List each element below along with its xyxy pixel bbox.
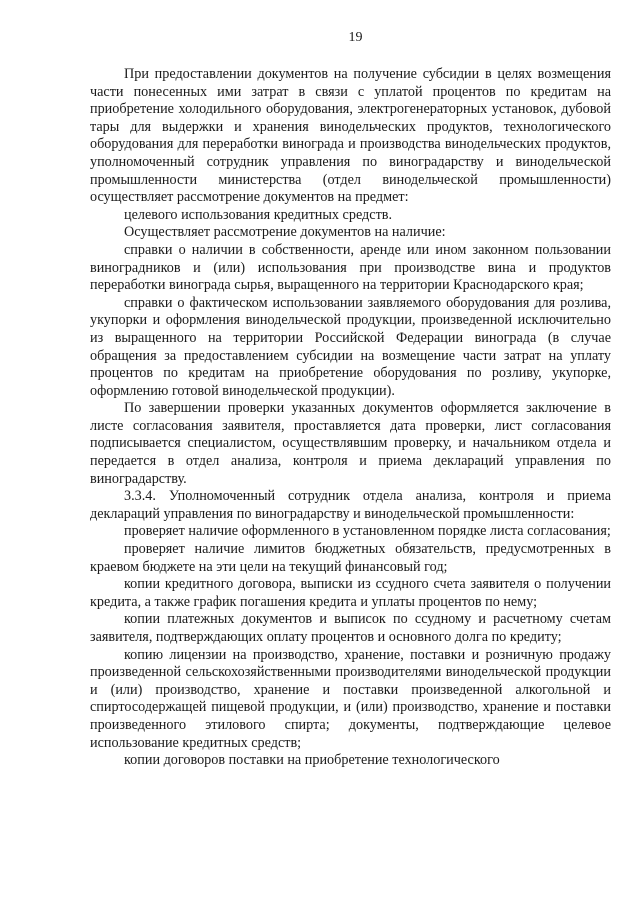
page-number: 19	[348, 30, 363, 45]
paragraph: По завершении проверки указанных документов оформляется заключение в листе согласования заявителя, проставляется дата проверки, лист согласования подписывается специалистом, осуществлявшим проверку, и начальником отдела и передается в отдел анализа, контроля и приема деклараций управления по виноградарству.	[90, 400, 611, 487]
paragraph: копии договоров поставки на приобретение технологического	[124, 752, 500, 769]
paragraph: справки о фактическом использовании заявляемого оборудования для розлива, укупорки и оформления винодельческой продукции, произведенной исключительно из выращенного на территории Российской Федерации винограда (в случае обращения за предоставлением субсидии на возмещение части затрат на уплату процентов по кредитам на приобретение оборудования по розливу, укупорке, оформлению готовой винодельческой продукции).	[90, 294, 611, 399]
paragraph: Осуществляет рассмотрение документов на наличие:	[124, 224, 446, 241]
paragraph: При предоставлении документов на получение субсидии в целях возмещения части понесенных ими затрат в связи с уплатой процентов по кредитам на приобретение холодильного оборудования, электрогенераторных установок, дубовой тары для выдержки и хранения винодельческих продуктов, технологического оборудования для переработки винограда и производства винодельческих продуктов, уполномоченный сотрудник управления по виноградарству и винодельческой промышленности министерства (отдел винодельческой промышленности) осуществляет рассмотрение документов на предмет:	[90, 66, 611, 206]
paragraph: 3.3.4. Уполномоченный сотрудник отдела анализа, контроля и приема деклараций управления по виноградарству и винодельческой промышленности:	[90, 488, 611, 522]
paragraph: копию лицензии на производство, хранение, поставки и розничную продажу произведенной сельскохозяйственными производителями винодельческой продукции и (или) производство, хранение и поставки произведенной алкогольной и спиртосодержащей пищевой продукции, и (или) производство, хранение и поставки произведенного этилового спирта; документы, подтверждающие целевое использование кредитных средств;	[90, 646, 611, 751]
paragraph: копии платежных документов и выписок по ссудному и расчетному счетам заявителя, подтверждающих оплату процентов и основного долга по кредиту;	[90, 611, 611, 645]
document-body	[90, 66, 611, 770]
paragraph: целевого использования кредитных средств.	[124, 206, 393, 223]
paragraph: проверяет наличие лимитов бюджетных обязательств, предусмотренных в краевом бюджете на эти цели на текущий финансовый год;	[90, 541, 611, 575]
paragraph: проверяет наличие оформленного в установленном порядке листа согласования;	[124, 523, 611, 540]
paragraph: справки о наличии в собственности, аренде или ином законном пользовании виноградников и (или) использования при производстве вина и продуктов переработки винограда сырья, выращенного на территории Краснодарского края;	[90, 241, 611, 294]
paragraph: копии кредитного договора, выписки из ссудного счета заявителя о получении кредита, а также график погашения кредита и уплаты процентов по нему;	[90, 576, 611, 610]
